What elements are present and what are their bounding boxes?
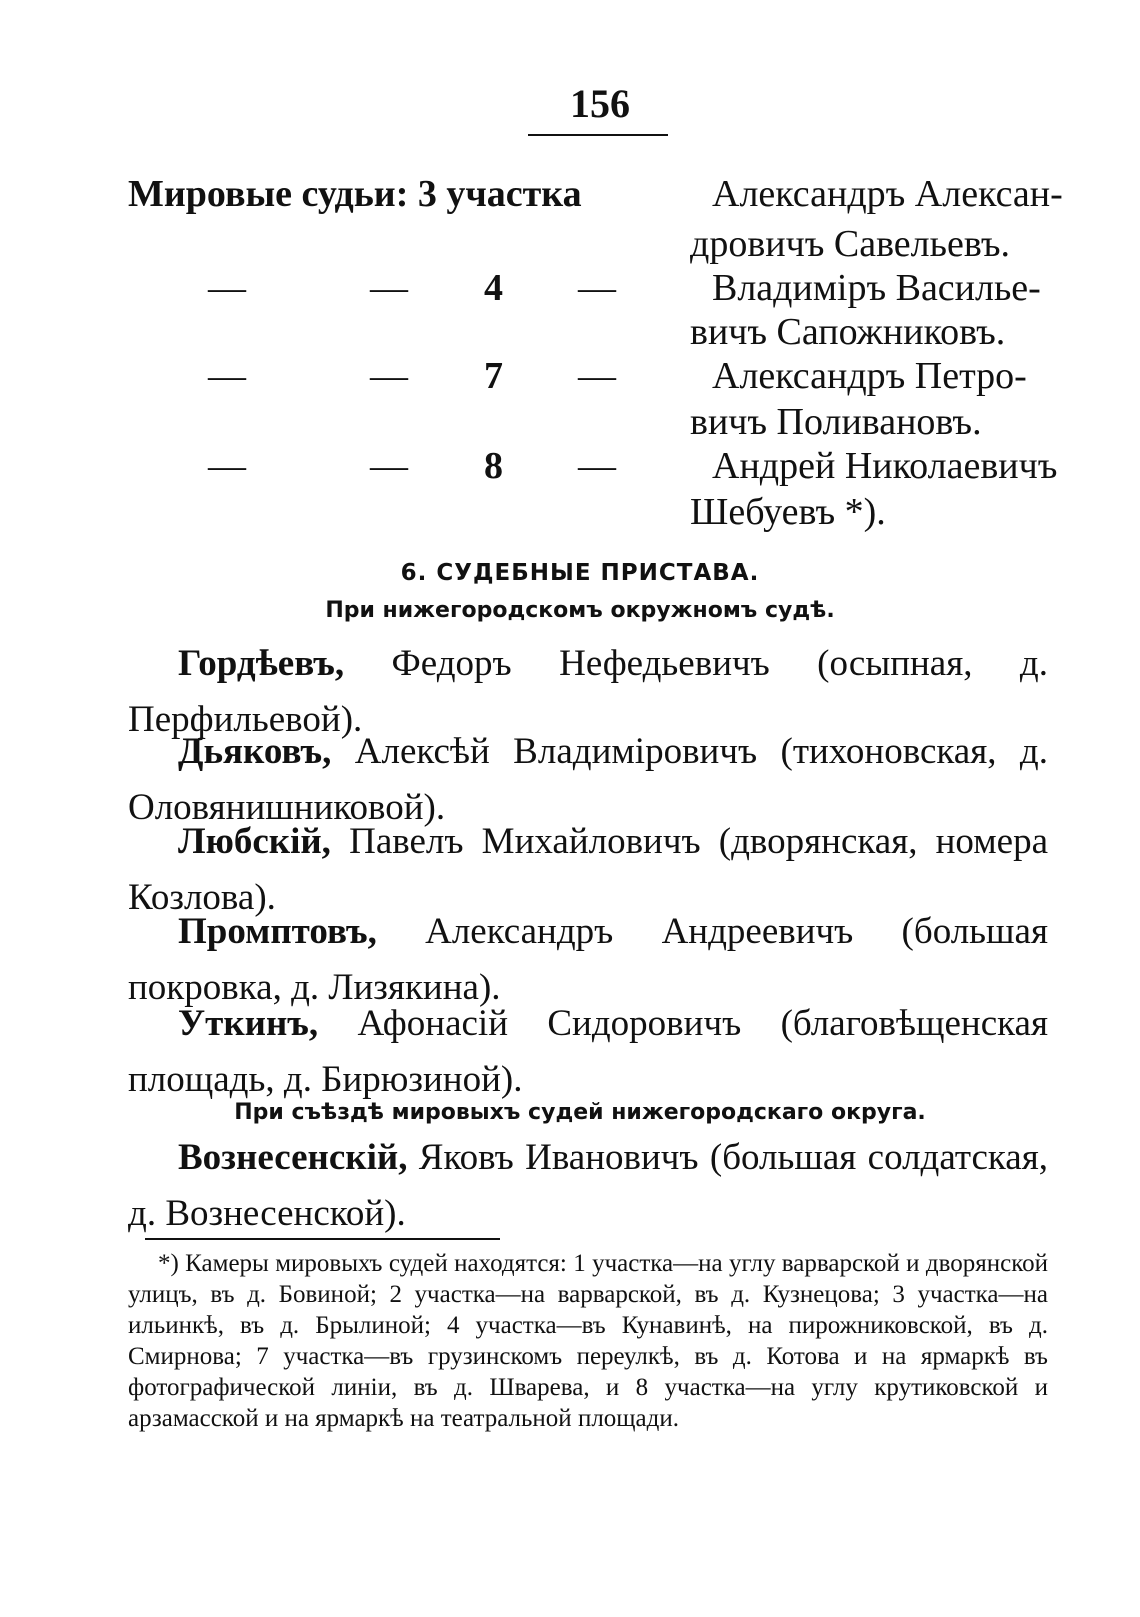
bailiff-surname: Гордѣевъ, xyxy=(178,643,345,684)
ditto-dash: — xyxy=(370,445,408,487)
ditto-dash: — xyxy=(208,445,246,487)
bailiff-details: Афонасій Сидоровичъ (благовѣщенская площадь, д. Бирюзиной). xyxy=(128,1003,1048,1100)
ditto-dash: — xyxy=(578,445,616,487)
justice-name-line1: Александръ Алексан- xyxy=(712,173,1063,215)
footnote: *) Камеры мировыхъ судей находятся: 1 участка—на углу варварской и дворянской улицъ, въ д. Бовиной; 2 участка—на варварской, въ д. Кузнецова; 3 участка—на ильинкѣ, въ д. Брылиной; 4 участка—въ Кунавинѣ, на пирожниковской, въ д. Смирнова; 7 участка—въ грузинскомъ переулкѣ, въ д. Котова и на ярмаркѣ въ фотографической линіи, въ д. Шварева, и 8 участка—на углу крутиковской и арзамасской и на ярмаркѣ на театральной площади. xyxy=(128,1250,1048,1432)
justice-row xyxy=(0,172,1140,222)
justice-row-cont xyxy=(0,400,1140,450)
ditto-dash: — xyxy=(578,267,616,309)
district-number: 8 xyxy=(484,445,503,487)
justice-name-line2: вичъ Поливановъ. xyxy=(690,401,982,443)
page-number-rule xyxy=(528,134,668,136)
justice-row-cont xyxy=(0,222,1140,272)
bailiff-surname: Дьяковъ, xyxy=(178,731,332,772)
justice-row-cont xyxy=(0,490,1140,540)
justice-row xyxy=(0,354,1140,404)
bailiff-surname: Вознесенскій, xyxy=(178,1137,408,1178)
justice-row xyxy=(0,266,1140,316)
justices-heading: Мировые судьи: 3 участка xyxy=(128,173,582,215)
bailiff-details: Александръ Андреевичъ (большая покровка, д. Лизякина). xyxy=(128,911,1048,1008)
footnote-rule xyxy=(145,1238,500,1240)
justice-row xyxy=(0,444,1140,494)
ditto-dash: — xyxy=(370,267,408,309)
ditto-dash: — xyxy=(208,267,246,309)
justice-name-line2: дровичъ Савельевъ. xyxy=(690,223,1010,265)
bailiff-entry xyxy=(128,1130,1048,1242)
district-court-title: При нижегородскомъ окружномъ судѣ. xyxy=(325,598,835,623)
bailiff-surname: Любскій, xyxy=(178,821,331,862)
ditto-dash: — xyxy=(208,355,246,397)
justice-name-line1: Александръ Петро- xyxy=(712,355,1027,397)
page-number: 156 xyxy=(570,81,630,126)
section-title: 6. СУДЕБНЫЕ ПРИСТАВА. xyxy=(400,560,760,586)
congress-title: При съѣздѣ мировыхъ судей нижегородскаго округа. xyxy=(234,1100,926,1125)
bailiff-details: Алексѣй Владиміровичъ (тихоновская, д. Оловянишниковой). xyxy=(128,731,1048,828)
justice-name-line2: Шебуевъ *). xyxy=(690,491,886,533)
ditto-dash: — xyxy=(578,355,616,397)
bailiff-details: Павелъ Михайловичъ (дворянская, номера Козлова). xyxy=(128,821,1048,918)
justice-row-cont xyxy=(0,310,1140,360)
ditto-dash: — xyxy=(370,355,408,397)
justice-name-line2: вичъ Сапожниковъ. xyxy=(690,311,1006,353)
bailiff-details: Яковъ Ивановичъ (большая солдатская, д. Вознесенской). xyxy=(128,1137,1048,1234)
bailiff-surname: Промптовъ, xyxy=(178,911,377,952)
bailiff-surname: Уткинъ, xyxy=(178,1003,319,1044)
bailiff-entry xyxy=(128,996,1048,1108)
bailiff-details: Федоръ Нефедьевичъ (осыпная, д. Перфильевой). xyxy=(128,643,1048,740)
justice-name-line1: Андрей Николаевичъ xyxy=(712,445,1058,487)
district-number: 4 xyxy=(484,267,503,309)
district-number: 7 xyxy=(484,355,503,397)
justice-name-line1: Владиміръ Василье- xyxy=(712,267,1041,309)
